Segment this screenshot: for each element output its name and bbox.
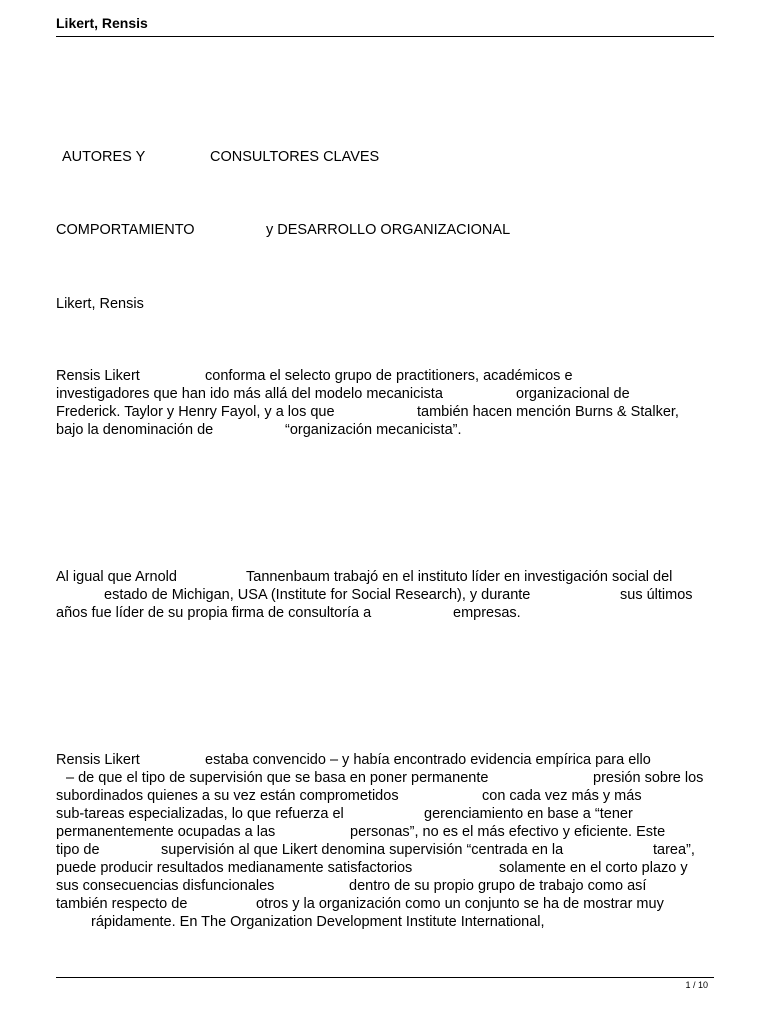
title-line1-part2: CONSULTORES CLAVES <box>210 149 380 165</box>
title-line2-part1: COMPORTAMIENTO <box>56 222 195 238</box>
para3-line2-part1: – de que el tipo de supervisión que se basa en poner permanente <box>66 770 489 786</box>
subtitle: Likert, Rensis <box>56 296 144 312</box>
para2-line1-part1: Al igual que Arnold <box>56 569 177 585</box>
title-line1-part1: AUTORES Y <box>62 149 146 165</box>
para3-line6-part2: supervisión al que Likert denomina supervisión “centrada en la <box>161 842 564 858</box>
title-line2-part2: y DESARROLLO ORGANIZACIONAL <box>266 222 511 238</box>
para1-line4-part1: bajo la denominación de <box>56 422 214 438</box>
para2-line2-part1: estado de Michigan, USA (Institute for Social Research), y durante <box>104 587 531 603</box>
para3-line6-part3: tarea”, <box>653 842 695 858</box>
running-header: Likert, Rensis <box>56 15 148 31</box>
para3-line5-part2: personas”, no es el más efectivo y eficiente. Este <box>350 824 666 840</box>
para3-line4-part1: sub-tareas especializadas, lo que refuerza el <box>56 806 344 822</box>
para3-line3-part1: subordinados quienes a su vez están comprometidos <box>56 788 399 804</box>
page-number: 1 / 10 <box>685 980 708 990</box>
para1-line4-part2: “organización mecanicista”. <box>285 422 462 438</box>
para3-line3-part2: con cada vez más y más <box>482 788 642 804</box>
header-rule <box>56 36 714 37</box>
para3-line8-part2: dentro de su propio grupo de trabajo como así <box>349 878 647 894</box>
para2-line3-part2: empresas. <box>453 605 521 621</box>
para3-line2-part2: presión sobre los <box>593 770 704 786</box>
para2-line3-part1: años fue líder de su propia firma de consultoría a <box>56 605 372 621</box>
para2-line2-part2: sus últimos <box>620 587 693 603</box>
para3-line5-part1: permanentemente ocupadas a las <box>56 824 276 840</box>
para1-line2-part2: organizacional de <box>516 386 630 402</box>
footer-rule <box>56 977 714 978</box>
para3-line10: rápidamente. En The Organization Development Institute International, <box>91 914 545 930</box>
para1-line3-part2: también hacen mención Burns & Stalker, <box>417 404 679 420</box>
para3-line1-part2: estaba convencido – y había encontrado evidencia empírica para ello <box>205 752 651 768</box>
para3-line7-part2: solamente en el corto plazo y <box>499 860 688 876</box>
para1-line3-part1: Frederick. Taylor y Henry Fayol, y a los que <box>56 404 335 420</box>
para3-line7-part1: puede producir resultados medianamente satisfactorios <box>56 860 413 876</box>
para3-line9-part1: también respecto de <box>56 896 188 912</box>
para1-line1-part1: Rensis Likert <box>56 368 140 384</box>
para3-line1-part1: Rensis Likert <box>56 752 140 768</box>
para1-line1-part2: conforma el selecto grupo de practitioners, académicos e <box>205 368 573 384</box>
para3-line6-part1: tipo de <box>56 842 100 858</box>
para2-line1-part2: Tannenbaum trabajó en el instituto líder en investigación social del <box>246 569 673 585</box>
para1-line2-part1: investigadores que han ido más allá del modelo mecanicista <box>56 386 443 402</box>
para3-line9-part2: otros y la organización como un conjunto se ha de mostrar muy <box>256 896 664 912</box>
para3-line4-part2: gerenciamiento en base a “tener <box>424 806 633 822</box>
para3-line8-part1: sus consecuencias disfuncionales <box>56 878 275 894</box>
